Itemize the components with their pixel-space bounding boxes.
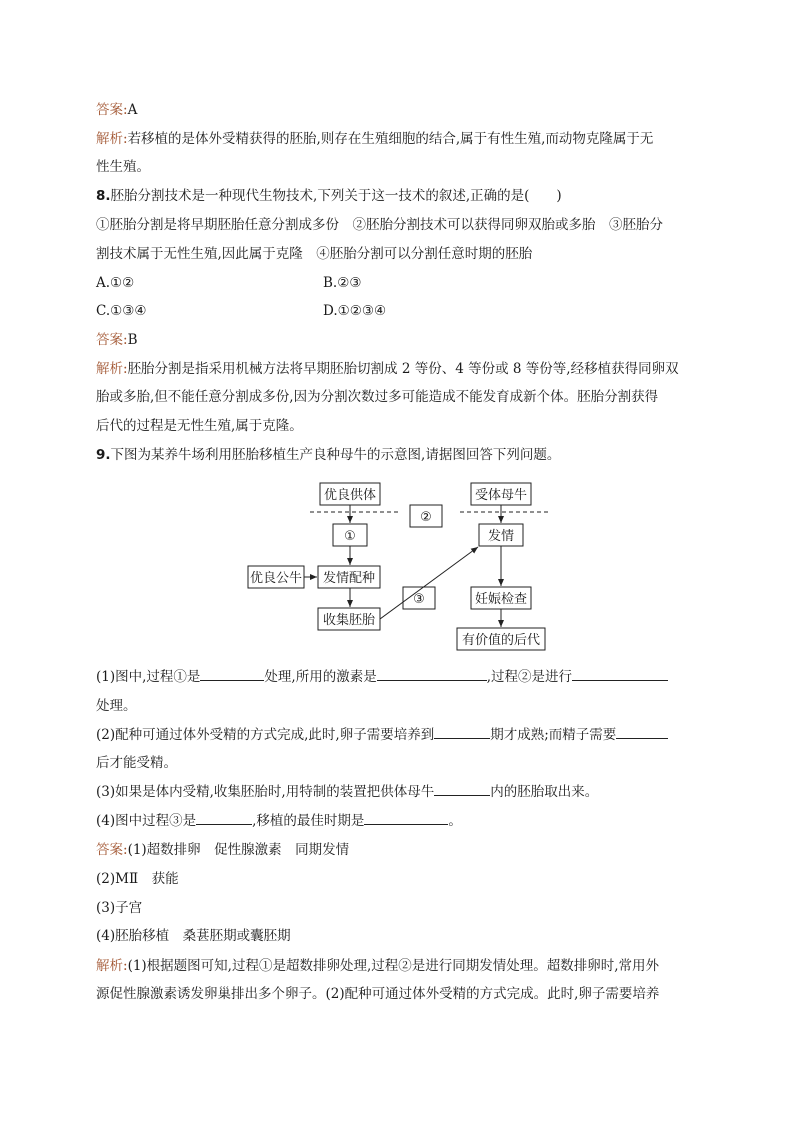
q8-analysis-2: 胎或多胎,但不能任意分割成多份,因为分割次数过多可能造成不能发育成新个体。胚胎分割获得 bbox=[96, 389, 659, 405]
q8-analysis-3: 后代的过程是无性生殖,属于克隆。 bbox=[96, 418, 303, 434]
step1-label: ① bbox=[344, 529, 356, 544]
estrus-label: 发情 bbox=[487, 529, 515, 544]
q9-answer-3: (3)子宫 bbox=[96, 900, 143, 916]
sub3-text-a: (3)如果是体内受精,收集胚胎时,用特制的装置把供体母牛 bbox=[96, 784, 435, 800]
collect-label: 收集胚胎 bbox=[322, 613, 376, 628]
q9-sub2-line2: 后才能受精。 bbox=[96, 755, 177, 771]
q9-sub1-line1 bbox=[96, 666, 668, 688]
q8-statements-1: ①胚胎分割是将早期胚胎任意分割成多份 ②胚胎分割技术可以获得同卵双胎或多胎 ③胚胎分 bbox=[96, 217, 663, 233]
pregnancy-label: 妊娠检查 bbox=[474, 592, 528, 607]
q9-sub2-line1 bbox=[96, 724, 668, 746]
q7-analysis-1 bbox=[96, 128, 653, 150]
analysis-text: 胚胎分割是指采用机械方法将早期胚胎切割成 2 等份、4 等份或 8 等份等,经移植获得同卵双 bbox=[127, 361, 679, 377]
q9-analysis-1 bbox=[96, 955, 659, 977]
bull-label: 优良公牛 bbox=[249, 571, 303, 586]
q8-analysis-1 bbox=[96, 358, 679, 380]
sub4-text-b: ,移植的最佳时期是 bbox=[252, 813, 365, 829]
blank-6 bbox=[434, 781, 490, 796]
blank-8 bbox=[364, 810, 448, 825]
answer-value: A bbox=[127, 102, 138, 118]
analysis-label: 解析: bbox=[96, 958, 128, 974]
sub4-text-a: (4)图中过程③是 bbox=[96, 813, 197, 829]
q9-analysis-2: 源促性腺激素诱发卵巢排出多个卵子。(2)配种可通过体外受精的方式完成。此时,卵子需要培养 bbox=[96, 986, 660, 1002]
analysis-text: (1)根据题图可知,过程①是超数排卵处理,过程②是进行同期发情处理。超数排卵时,常用外 bbox=[127, 958, 660, 974]
q8-statements-2: 割技术属于无性生殖,因此属于克隆 ④胚胎分割可以分割任意时期的胚胎 bbox=[96, 246, 533, 262]
answer-label: 答案: bbox=[96, 842, 128, 858]
recipient-label: 受体母牛 bbox=[474, 488, 528, 503]
q9-answer-1 bbox=[96, 839, 349, 861]
analysis-label: 解析: bbox=[96, 131, 128, 147]
q8-option-d: D.①②③④ bbox=[323, 303, 387, 319]
q7-analysis-2: 性生殖。 bbox=[96, 159, 150, 175]
q8-option-c: C.①③④ bbox=[96, 303, 147, 319]
question-number: 8. bbox=[96, 188, 111, 204]
question-stem: 下图为某养牛场利用胚胎移植生产良种母牛的示意图,请据图回答下列问题。 bbox=[110, 447, 561, 463]
blank-1 bbox=[200, 666, 264, 681]
question-stem: 胚胎分割技术是一种现代生物技术,下列关于这一技术的叙述,正确的是( ) bbox=[110, 188, 562, 204]
blank-5 bbox=[616, 724, 668, 739]
q9-stem bbox=[96, 444, 560, 466]
sub1-text-c: ,过程②是进行 bbox=[486, 669, 573, 685]
blank-3 bbox=[572, 666, 668, 681]
q7-answer bbox=[96, 99, 137, 121]
embryo-transfer-diagram bbox=[240, 478, 560, 658]
blank-2 bbox=[377, 666, 487, 681]
donor-label: 优良供体 bbox=[323, 488, 377, 503]
sub2-text-b: 期才成熟;而精子需要 bbox=[490, 727, 617, 743]
q9-sub3 bbox=[96, 781, 598, 803]
mating-label: 发情配种 bbox=[322, 571, 376, 586]
answer-label: 答案: bbox=[96, 332, 128, 348]
blank-4 bbox=[434, 724, 490, 739]
q8-option-a: A.①② bbox=[96, 275, 135, 291]
step3-label: ③ bbox=[413, 592, 425, 607]
q9-answer-4: (4)胚胎移植 桑葚胚期或囊胚期 bbox=[96, 928, 291, 944]
answer-value: B bbox=[127, 332, 138, 348]
q9-sub4 bbox=[96, 810, 462, 832]
sub4-text-c: 。 bbox=[448, 813, 462, 829]
sub2-text-a: (2)配种可通过体外受精的方式完成,此时,卵子需要培养到 bbox=[96, 727, 435, 743]
q8-answer bbox=[96, 329, 137, 351]
analysis-label: 解析: bbox=[96, 361, 128, 377]
step2-label: ② bbox=[420, 510, 432, 525]
q8-stem bbox=[96, 185, 562, 207]
sub1-text-a: (1)图中,过程①是 bbox=[96, 669, 201, 685]
question-number: 9. bbox=[96, 447, 111, 463]
blank-7 bbox=[196, 810, 252, 825]
sub3-text-b: 内的胚胎取出来。 bbox=[490, 784, 599, 800]
answer-text: (1)超数排卵 促性腺激素 同期发情 bbox=[127, 842, 350, 858]
offspring-label: 有价值的后代 bbox=[461, 633, 541, 648]
sub1-text-b: 处理,所用的激素是 bbox=[264, 669, 377, 685]
q9-answer-2: (2)MⅡ 获能 bbox=[96, 871, 179, 887]
answer-label: 答案: bbox=[96, 102, 128, 118]
q9-sub1-line2: 处理。 bbox=[96, 698, 137, 714]
q8-option-b: B.②③ bbox=[323, 275, 362, 291]
analysis-text: 若移植的是体外受精获得的胚胎,则存在生殖细胞的结合,属于有性生殖,而动物克隆属于无 bbox=[127, 131, 654, 147]
